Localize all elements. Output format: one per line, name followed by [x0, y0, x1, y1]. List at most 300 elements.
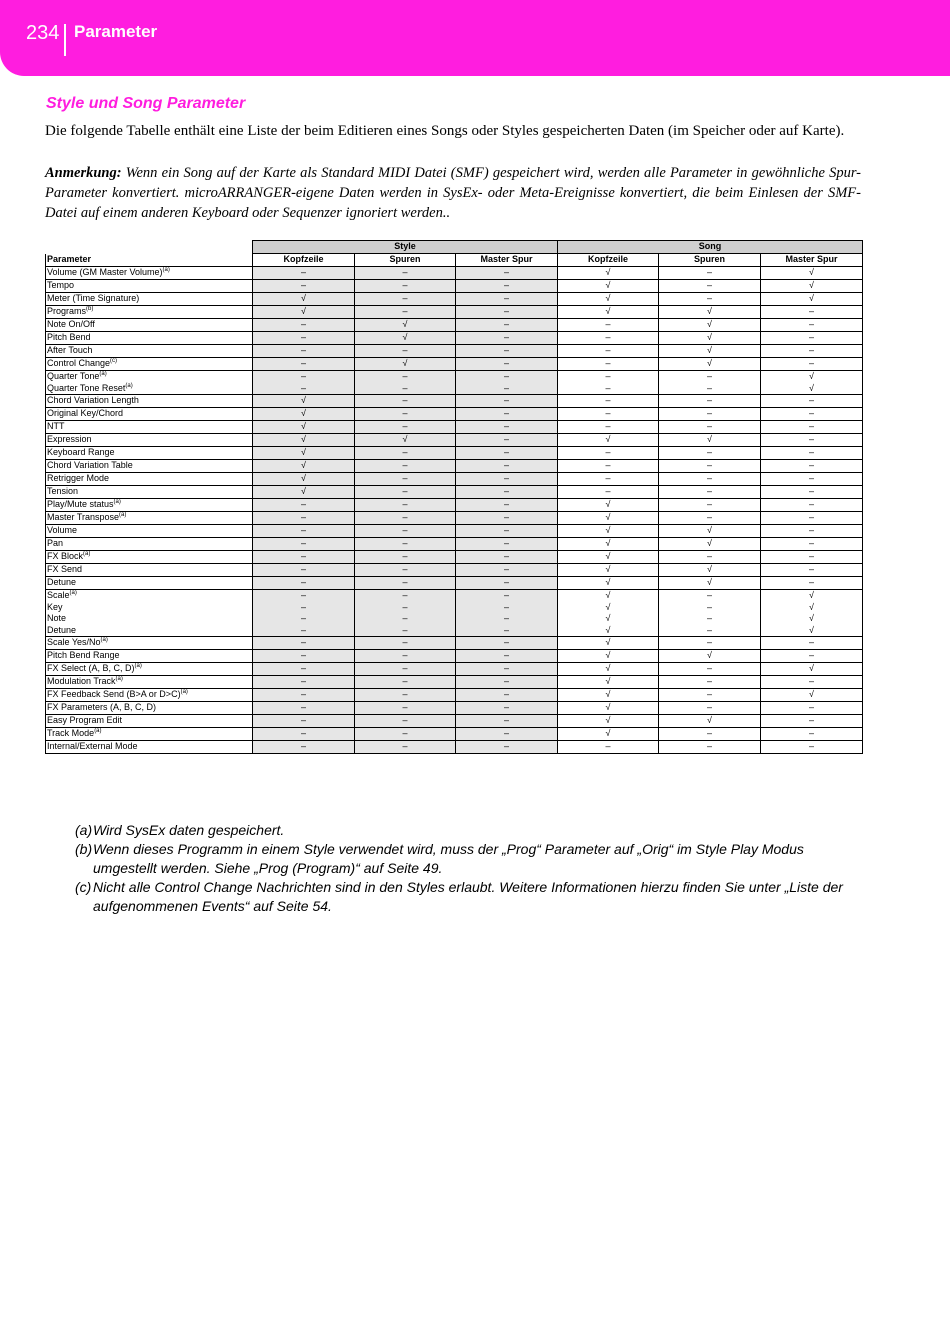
dash-mark: –	[605, 371, 611, 381]
parameter-name-cell	[46, 319, 253, 332]
parameter-name-cell	[46, 280, 253, 293]
value-cell	[456, 408, 558, 421]
parameter-name-cell	[46, 358, 253, 371]
dash-mark: –	[402, 702, 408, 712]
value-cell	[253, 564, 355, 577]
parameter-name	[47, 408, 251, 420]
dash-mark: –	[402, 293, 408, 303]
dash-mark: –	[300, 613, 306, 623]
parameter-name-cell	[46, 460, 253, 473]
table-row	[46, 715, 863, 728]
value-cell	[355, 447, 456, 460]
value-cell	[355, 345, 456, 358]
dash-mark: –	[503, 702, 509, 712]
table-row	[46, 460, 863, 473]
value-cell	[761, 637, 863, 650]
value-cell	[456, 689, 558, 702]
intro-paragraph: Die folgende Tabelle enthält eine Liste der beim Editieren eines Songs oder Styles gespeicherten Daten (im Speicher oder auf Karte).	[45, 123, 845, 139]
value-cell	[659, 486, 761, 499]
table-row	[46, 676, 863, 689]
table-row	[46, 512, 863, 525]
check-mark: √	[707, 715, 712, 725]
dash-mark: –	[300, 525, 306, 535]
dash-mark: –	[706, 613, 712, 623]
value-cell	[253, 590, 355, 637]
value-cell	[456, 741, 558, 754]
dash-mark: –	[706, 702, 712, 712]
value-cell	[253, 689, 355, 702]
value-cell	[355, 538, 456, 551]
dash-mark: –	[402, 601, 408, 612]
value-cell	[253, 499, 355, 512]
check-mark: √	[809, 267, 814, 277]
dash-mark: –	[808, 577, 814, 587]
value-cell	[456, 590, 558, 637]
value-cell	[253, 676, 355, 689]
parameter-name	[47, 590, 251, 602]
footnote-mark: (a)	[75, 822, 93, 838]
table-row	[46, 663, 863, 676]
dash-mark: –	[808, 702, 814, 712]
value-cell	[558, 267, 659, 280]
value-cell	[761, 551, 863, 564]
value-cell	[558, 577, 659, 590]
value-cell	[355, 650, 456, 663]
value-cell	[558, 689, 659, 702]
parameter-label: Quarter Tone	[47, 371, 100, 381]
value-cell	[253, 280, 355, 293]
check-mark: √	[301, 486, 306, 496]
dash-mark: –	[808, 486, 814, 496]
value-cell	[761, 319, 863, 332]
value-cell	[355, 702, 456, 715]
parameter-name	[47, 345, 251, 357]
dash-mark: –	[300, 319, 306, 329]
check-mark: √	[707, 319, 712, 329]
parameter-label: Pitch Bend Range	[47, 650, 120, 660]
group-header-style: Style	[253, 241, 558, 254]
column-header-parameter: Parameter	[46, 254, 253, 267]
value-cell	[761, 590, 863, 637]
table-row	[46, 538, 863, 551]
value-cell	[558, 676, 659, 689]
parameter-name-cell	[46, 702, 253, 715]
dash-mark: –	[402, 382, 408, 393]
dash-mark: –	[503, 601, 509, 612]
parameter-name	[47, 702, 251, 714]
parameter-label: Master Transpose	[47, 512, 120, 522]
parameter-name-cell	[46, 525, 253, 538]
value-cell	[253, 421, 355, 434]
table-row	[46, 577, 863, 590]
value-cell	[456, 512, 558, 525]
value-cell	[355, 512, 456, 525]
footnote-ref: (a)	[119, 512, 127, 518]
dash-mark: –	[300, 345, 306, 355]
parameter-name	[47, 637, 251, 649]
parameter-name	[47, 676, 251, 688]
dash-mark: –	[503, 637, 509, 647]
table-row	[46, 525, 863, 538]
parameter-label: Volume (GM Master Volume)	[47, 267, 163, 277]
dash-mark: –	[402, 637, 408, 647]
dash-mark: –	[300, 267, 306, 277]
dash-mark: –	[503, 499, 509, 509]
value-cell	[253, 358, 355, 371]
parameter-name	[47, 499, 251, 511]
parameter-label: FX Feedback Send (B>A or D>C)	[47, 689, 181, 699]
parameter-label: Tempo	[47, 280, 75, 290]
value-cell	[761, 702, 863, 715]
parameter-name	[47, 715, 251, 727]
dash-mark: –	[300, 551, 306, 561]
table-row	[46, 345, 863, 358]
footnote-mark: (b)	[75, 841, 93, 857]
value-cell	[659, 293, 761, 306]
parameter-name-cell	[46, 637, 253, 650]
dash-mark: –	[706, 267, 712, 277]
parameter-label: Detune	[47, 577, 77, 587]
table-row	[46, 293, 863, 306]
value-cell	[659, 728, 761, 741]
parameter-label: Tension	[47, 486, 79, 496]
value-cell	[456, 460, 558, 473]
dash-mark: –	[706, 371, 712, 381]
value-cell	[659, 676, 761, 689]
value-cell	[558, 564, 659, 577]
value-cell	[456, 486, 558, 499]
value-cell	[659, 741, 761, 754]
dash-mark: –	[706, 280, 712, 290]
check-mark: √	[809, 663, 814, 673]
dash-mark: –	[503, 434, 509, 444]
dash-mark: –	[706, 447, 712, 457]
dash-mark: –	[706, 408, 712, 418]
dash-mark: –	[300, 741, 306, 751]
value-cell	[355, 306, 456, 319]
value-cell	[761, 473, 863, 486]
dash-mark: –	[300, 676, 306, 686]
dash-mark: –	[503, 267, 509, 277]
parameter-name-cell	[46, 408, 253, 421]
value-cell	[558, 434, 659, 447]
value-cell	[253, 306, 355, 319]
check-mark: √	[301, 306, 306, 316]
column-header-song-kopfzeile: Kopfzeile	[558, 254, 659, 267]
value-cell	[659, 319, 761, 332]
dash-mark: –	[300, 715, 306, 725]
value-cell	[558, 728, 659, 741]
parameter-name	[47, 383, 251, 395]
parameter-name-cell	[46, 676, 253, 689]
header-divider	[64, 24, 66, 56]
value-cell	[659, 345, 761, 358]
dash-mark: –	[503, 624, 509, 635]
value-cell	[456, 447, 558, 460]
dash-mark: –	[706, 486, 712, 496]
value-cell	[659, 395, 761, 408]
parameter-name	[47, 434, 251, 446]
parameter-label: Chord Variation Table	[47, 460, 133, 470]
check-mark: √	[605, 702, 611, 712]
column-header-style-spuren: Spuren	[355, 254, 456, 267]
dash-mark: –	[503, 663, 509, 673]
value-cell	[456, 728, 558, 741]
check-mark: √	[605, 637, 611, 647]
value-cell	[761, 650, 863, 663]
table-row	[46, 637, 863, 650]
parameter-name-cell	[46, 715, 253, 728]
parameter-name	[47, 650, 251, 662]
header-title: Parameter	[74, 22, 158, 41]
dash-mark: –	[605, 421, 611, 431]
footnotes	[75, 821, 865, 916]
check-mark: √	[402, 332, 408, 342]
check-mark: √	[605, 577, 611, 587]
value-cell	[253, 395, 355, 408]
dash-mark: –	[503, 395, 509, 405]
dash-mark: –	[402, 590, 408, 600]
value-cell	[761, 689, 863, 702]
dash-mark: –	[503, 486, 509, 496]
parameter-label: Easy Program Edit	[47, 715, 123, 725]
check-mark: √	[605, 551, 611, 561]
dash-mark: –	[300, 280, 306, 290]
value-cell	[761, 499, 863, 512]
dash-mark: –	[402, 512, 408, 522]
check-mark: √	[605, 663, 611, 673]
dash-mark: –	[402, 728, 408, 738]
check-mark: √	[402, 358, 408, 368]
check-mark: √	[809, 613, 814, 623]
dash-mark: –	[503, 689, 509, 699]
dash-mark: –	[402, 613, 408, 623]
footnote-a	[75, 821, 865, 840]
value-cell	[456, 434, 558, 447]
value-cell	[456, 663, 558, 676]
value-cell	[456, 538, 558, 551]
group-header-song: Song	[558, 241, 863, 254]
value-cell	[355, 395, 456, 408]
dash-mark: –	[300, 702, 306, 712]
value-cell	[253, 512, 355, 525]
dash-mark: –	[402, 408, 408, 418]
value-cell	[761, 676, 863, 689]
parameter-name-cell	[46, 590, 253, 637]
parameter-name	[47, 577, 251, 589]
dash-mark: –	[402, 280, 408, 290]
value-cell	[355, 434, 456, 447]
value-cell	[761, 267, 863, 280]
footnote-ref: (a)	[113, 499, 121, 505]
value-cell	[456, 332, 558, 345]
dash-mark: –	[503, 421, 509, 431]
dash-mark: –	[503, 741, 509, 751]
dash-mark: –	[300, 577, 306, 587]
dash-mark: –	[402, 306, 408, 316]
parameter-label: After Touch	[47, 345, 93, 355]
parameter-name	[47, 447, 251, 459]
value-cell	[456, 421, 558, 434]
value-cell	[253, 663, 355, 676]
value-cell	[253, 525, 355, 538]
dash-mark: –	[808, 741, 814, 751]
check-mark: √	[605, 512, 611, 522]
check-mark: √	[605, 715, 611, 725]
value-cell	[659, 650, 761, 663]
dash-mark: –	[503, 715, 509, 725]
value-cell	[761, 371, 863, 395]
column-header-style-master: Master Spur	[456, 254, 558, 267]
dash-mark: –	[300, 499, 306, 509]
parameter-name-cell	[46, 663, 253, 676]
section-title: Style und Song Parameter	[46, 95, 246, 112]
check-mark: √	[809, 371, 814, 381]
value-cell	[761, 741, 863, 754]
dash-mark: –	[706, 676, 712, 686]
note-text: Wenn ein Song auf der Karte als Standard MIDI Datei (SMF) gespeichert wird, werden alle Parameter in gewöhnliche Spur-Parameter konvertiert. microARRANGER-eigene Daten werden in SysEx- oder Meta-Ereignisse konvertiert, die beim Einlesen der SMF-Datei auf einem anderen Keyboard oder Sequenzer ignoriert werden..	[45, 165, 861, 221]
parameter-table-body	[46, 267, 863, 754]
parameter-label: FX Select (A, B, C, D)	[47, 663, 135, 673]
value-cell	[558, 663, 659, 676]
parameter-label: Note On/Off	[47, 319, 95, 329]
dash-mark: –	[808, 538, 814, 548]
dash-mark: –	[808, 676, 814, 686]
dash-mark: –	[706, 728, 712, 738]
footnote-ref: (a)	[134, 663, 142, 669]
value-cell	[659, 332, 761, 345]
value-cell	[659, 590, 761, 637]
value-cell	[659, 512, 761, 525]
value-cell	[659, 306, 761, 319]
dash-mark: –	[402, 267, 408, 277]
dash-mark: –	[402, 460, 408, 470]
parameter-label: Internal/External Mode	[47, 741, 138, 751]
value-cell	[558, 319, 659, 332]
check-mark: √	[809, 293, 814, 303]
value-cell	[659, 702, 761, 715]
table-row	[46, 408, 863, 421]
value-cell	[558, 371, 659, 395]
dash-mark: –	[503, 650, 509, 660]
dash-mark: –	[503, 460, 509, 470]
value-cell	[253, 332, 355, 345]
parameter-label: Track Mode	[47, 728, 95, 738]
parameter-name-cell	[46, 538, 253, 551]
dash-mark: –	[402, 689, 408, 699]
value-cell	[558, 499, 659, 512]
footnote-ref: (a)	[180, 689, 188, 695]
parameter-name-cell	[46, 421, 253, 434]
check-mark: √	[707, 306, 712, 316]
value-cell	[456, 280, 558, 293]
dash-mark: –	[402, 741, 408, 751]
check-mark: √	[605, 601, 611, 612]
value-cell	[659, 434, 761, 447]
dash-mark: –	[503, 371, 509, 381]
dash-mark: –	[605, 408, 611, 418]
dash-mark: –	[605, 345, 611, 355]
value-cell	[761, 332, 863, 345]
dash-mark: –	[402, 564, 408, 574]
dash-mark: –	[503, 728, 509, 738]
check-mark: √	[707, 345, 712, 355]
value-cell	[761, 293, 863, 306]
value-cell	[253, 715, 355, 728]
dash-mark: –	[503, 280, 509, 290]
footnote-ref: (a)	[115, 676, 123, 682]
check-mark: √	[402, 319, 408, 329]
check-mark: √	[605, 293, 611, 303]
dash-mark: –	[402, 371, 408, 381]
value-cell	[761, 421, 863, 434]
value-cell	[355, 267, 456, 280]
parameter-label: Control Change	[47, 358, 111, 368]
dash-mark: –	[808, 358, 814, 368]
check-mark: √	[301, 395, 306, 405]
check-mark: √	[605, 613, 611, 623]
table-row	[46, 486, 863, 499]
check-mark: √	[605, 590, 611, 600]
value-cell	[456, 267, 558, 280]
value-cell	[355, 637, 456, 650]
dash-mark: –	[503, 447, 509, 457]
value-cell	[456, 676, 558, 689]
parameter-name	[47, 421, 251, 433]
parameter-name	[47, 741, 251, 753]
dash-mark: –	[300, 590, 306, 600]
value-cell	[355, 499, 456, 512]
value-cell	[659, 637, 761, 650]
dash-mark: –	[402, 551, 408, 561]
value-cell	[761, 564, 863, 577]
parameter-label: Scale	[47, 590, 70, 600]
parameter-label: FX Send	[47, 564, 83, 574]
value-cell	[456, 306, 558, 319]
check-mark: √	[605, 499, 611, 509]
dash-mark: –	[605, 741, 611, 751]
value-cell	[355, 741, 456, 754]
check-mark: √	[707, 434, 712, 444]
dash-mark: –	[503, 590, 509, 600]
value-cell	[253, 434, 355, 447]
check-mark: √	[605, 676, 611, 686]
parameter-name	[47, 538, 251, 550]
dash-mark: –	[503, 358, 509, 368]
value-cell	[659, 499, 761, 512]
dash-mark: –	[706, 590, 712, 600]
value-cell	[456, 345, 558, 358]
value-cell	[253, 293, 355, 306]
check-mark: √	[605, 689, 611, 699]
value-cell	[761, 577, 863, 590]
dash-mark: –	[808, 447, 814, 457]
dash-mark: –	[402, 421, 408, 431]
value-cell	[761, 395, 863, 408]
table-row	[46, 590, 863, 637]
value-cell	[761, 715, 863, 728]
value-cell	[456, 715, 558, 728]
parameter-label: Keyboard Range	[47, 447, 115, 457]
dash-mark: –	[605, 382, 611, 393]
dash-mark: –	[503, 577, 509, 587]
parameter-name-cell	[46, 741, 253, 754]
value-cell	[659, 371, 761, 395]
check-mark: √	[301, 473, 306, 483]
parameter-label: Scale Yes/No	[47, 637, 101, 647]
value-cell	[558, 358, 659, 371]
value-cell	[456, 293, 558, 306]
